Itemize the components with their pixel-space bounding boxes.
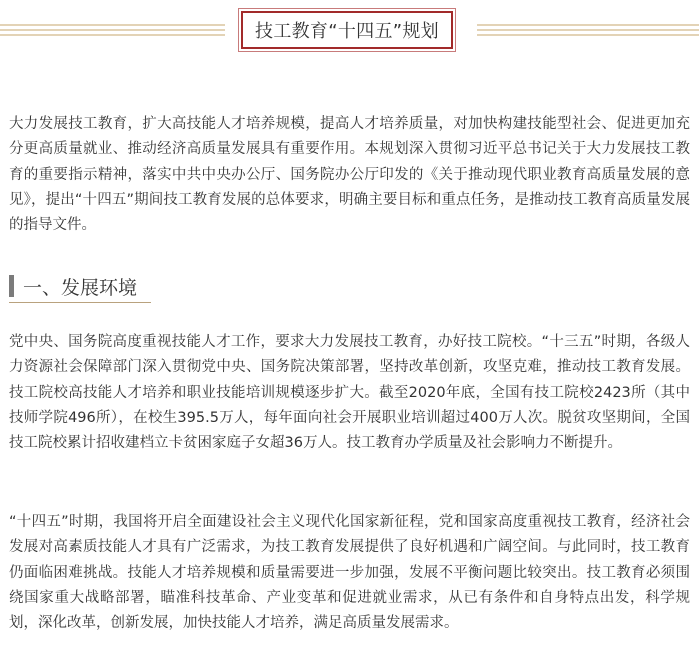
section-underline <box>9 302 151 303</box>
right-decorative-lines <box>477 24 699 38</box>
left-decorative-lines <box>0 24 225 38</box>
title-banner <box>0 8 699 54</box>
section-heading <box>9 270 137 302</box>
body-paragraph: “十四五”时期，我国将开启全面建设社会主义现代化国家新征程，党和国家高度重视技工教育，经济社会发展对高素质技能人才具有广泛需求，为技工教育发展提供了良好机遇和广阔空间。与此同时，技工教育仍面临困难挑战。技能人才培养规模和质量需要进一步加强，发展不平衡问题比较突出。技工教育必须围绕国家重大战略部署，瞄准科技革命、产业变革和促进就业需求，从已有条件和自身特点出发，科学规划，深化改革，创新发展，加快技能人才培养，满足高质量发展需求。 <box>9 514 690 632</box>
body-paragraph: 党中央、国务院高度重视技能人才工作，要求大力发展技工教育，办好技工院校。“十三五”时期，各级人力资源社会保障部门深入贯彻党中央、国务院决策部署，坚持改革创新，攻坚克难，推动技工教育发展。技工院校高技能人才培养和职业技能培训规模逐步扩大。截至2020年底，全国有技工院校2423所（其中技师学院496所），在校生395.5万人，每年面向社会开展职业培训超过400万人次。脱贫攻坚期间，全国技工院校累计招收建档立卡贫困家庭子女超36万人。技工教育办学质量及社会影响力不断提升。 <box>9 334 690 452</box>
section-title: 一、发展环境 <box>23 276 138 299</box>
section-marker-bar <box>9 275 14 297</box>
intro-paragraph: 大力发展技工教育，扩大高技能人才培养规模，提高人才培养质量，对加快构建技能型社会、促进更加充分更高质量就业、推动经济高质量发展具有重要作用。本规划深入贯彻习近平总书记关于大力发展技工教育的重要指示精神，落实中共中央办公厅、国务院办公厅印发的《关于推动现代职业教育高质量发展的意见》，提出“十四五”期间技工教育发展的总体要求，明确主要目标和重点任务，是推动技工教育高质量发展的指导文件。 <box>9 116 690 234</box>
title-frame <box>238 8 456 52</box>
page-title: 技工教育“十四五”规划 <box>255 21 439 42</box>
